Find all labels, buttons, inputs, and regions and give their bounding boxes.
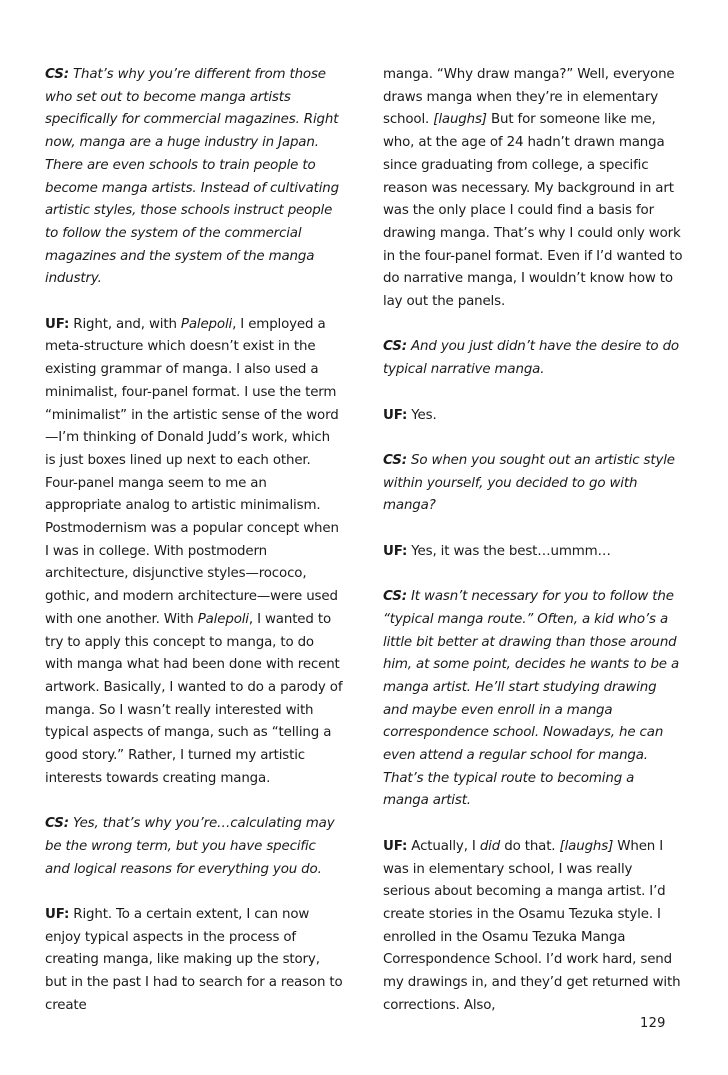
text-run: And you just didn’t have the desire to do typical narrative manga. xyxy=(383,339,679,378)
text-run: manga. “Why draw manga?” Well, everyone draws manga when they’re in elementary school. xyxy=(383,67,675,128)
italic-text-run: did xyxy=(479,838,501,854)
text-run: Actually, I xyxy=(407,838,480,854)
italic-text-run: [laughs] xyxy=(559,838,614,854)
text-run: It wasn’t necessary for you to follow the “typical manga route.” Often, a kid who’s a little bit better at drawing than those around him, at some point, decides he wants to be a manga artist. He’ll start studying drawing and maybe even enroll in a manga correspondence school. Nowadays, he can even attend a regular school for manga. That’s the typical route to becoming a manga artist. xyxy=(383,589,680,809)
text-run: Right, and, with xyxy=(69,316,181,332)
speaker-label: CS: xyxy=(383,452,407,468)
interview-paragraph xyxy=(383,64,683,314)
speaker-label: UF: xyxy=(45,316,70,332)
text-run: Yes, that’s why you’re…calculating may be the wrong term, but you have specific and logical reasons for everything you do. xyxy=(45,816,335,877)
text-run: When I was in elementary school, I was really serious about becoming a manga artist. I’d create stories in the Osamu Tezuka style. I enrolled in the Osamu Tezuka Manga Correspondence School. I’d work hard, send my drawings in, and they’d get returned with corrections. Also, xyxy=(383,838,681,1013)
text-run: Yes, it was the best…ummm… xyxy=(407,543,611,559)
right-column xyxy=(383,64,683,1040)
interview-paragraph xyxy=(45,813,343,881)
text-run: Yes. xyxy=(407,407,437,423)
speaker-label: UF: xyxy=(383,407,408,423)
interview-paragraph xyxy=(383,405,683,428)
text-run: But for someone like me, who, at the age of 24 hadn’t drawn manga since graduating from college, a specific reason was necessary. My background in art was the only place I could find a basis for drawing manga. That’s why I could only work in the four-panel format. Even if I’d wanted to do narrative manga, I wouldn’t know how to lay out the panels. xyxy=(383,112,683,310)
interview-paragraph xyxy=(45,904,343,1018)
speaker-label: CS: xyxy=(383,589,407,605)
interview-paragraph xyxy=(383,450,683,518)
speaker-label: CS: xyxy=(45,816,69,832)
text-run: That’s why you’re different from those who set out to become manga artists specifically for commercial magazines. Right now, manga are a huge industry in Japan. There are even schools to train people to become manga artists. Instead of cultivating artistic styles, those schools instruct people to follow the system of the commercial magazines and the system of the manga industry. xyxy=(45,67,339,287)
text-run: So when you sought out an artistic style within yourself, you decided to go with manga? xyxy=(383,452,675,514)
interview-paragraph xyxy=(383,336,683,381)
text-run: , I wanted to try to apply this concept to manga, to do with manga what had been done with recent artwork. Basically, I wanted to do a parody of manga. So I wasn’t really interested with typical aspects of manga, such as “telling a good story.” Rather, I turned my artistic interests towards creating manga. xyxy=(45,611,343,786)
speaker-label: UF: xyxy=(45,906,70,922)
page-number: 129 xyxy=(640,1016,666,1031)
interview-paragraph xyxy=(383,586,683,813)
italic-text-run: Palepoli xyxy=(180,316,233,332)
speaker-label: CS: xyxy=(383,339,407,355)
text-run: Right. To a certain extent, I can now enjoy typical aspects in the process of creating manga, like making up the story, but in the past I had to search for a reason to create xyxy=(45,906,343,1013)
interview-paragraph xyxy=(45,314,343,791)
italic-text-run: [laughs] xyxy=(433,112,487,128)
speaker-label: CS: xyxy=(45,67,69,82)
text-run: do that. xyxy=(500,838,560,854)
interview-paragraph xyxy=(45,64,343,291)
text-run: , I employed a meta-structure which doesn’t exist in the existing grammar of manga. I also used a minimalist, four-panel format. I use the term “minimalist” in the artistic sense of the word—I’m thinking of Donald Judd’s work, which is just boxes lined up next to each other. Four-panel manga seem to me an appropriate analog to artistic minimalism. Postmodernism was a popular concept when I was in college. With postmodern architecture, disjunctive styles—rococo, gothic, and modern architecture—were used with one another. With xyxy=(45,316,339,627)
interview-paragraph xyxy=(383,541,683,564)
speaker-label: UF: xyxy=(383,838,408,854)
interview-paragraph xyxy=(383,836,683,1018)
left-column xyxy=(45,64,343,1040)
speaker-label: UF: xyxy=(383,543,408,559)
italic-text-run: Palepoli xyxy=(197,611,249,627)
